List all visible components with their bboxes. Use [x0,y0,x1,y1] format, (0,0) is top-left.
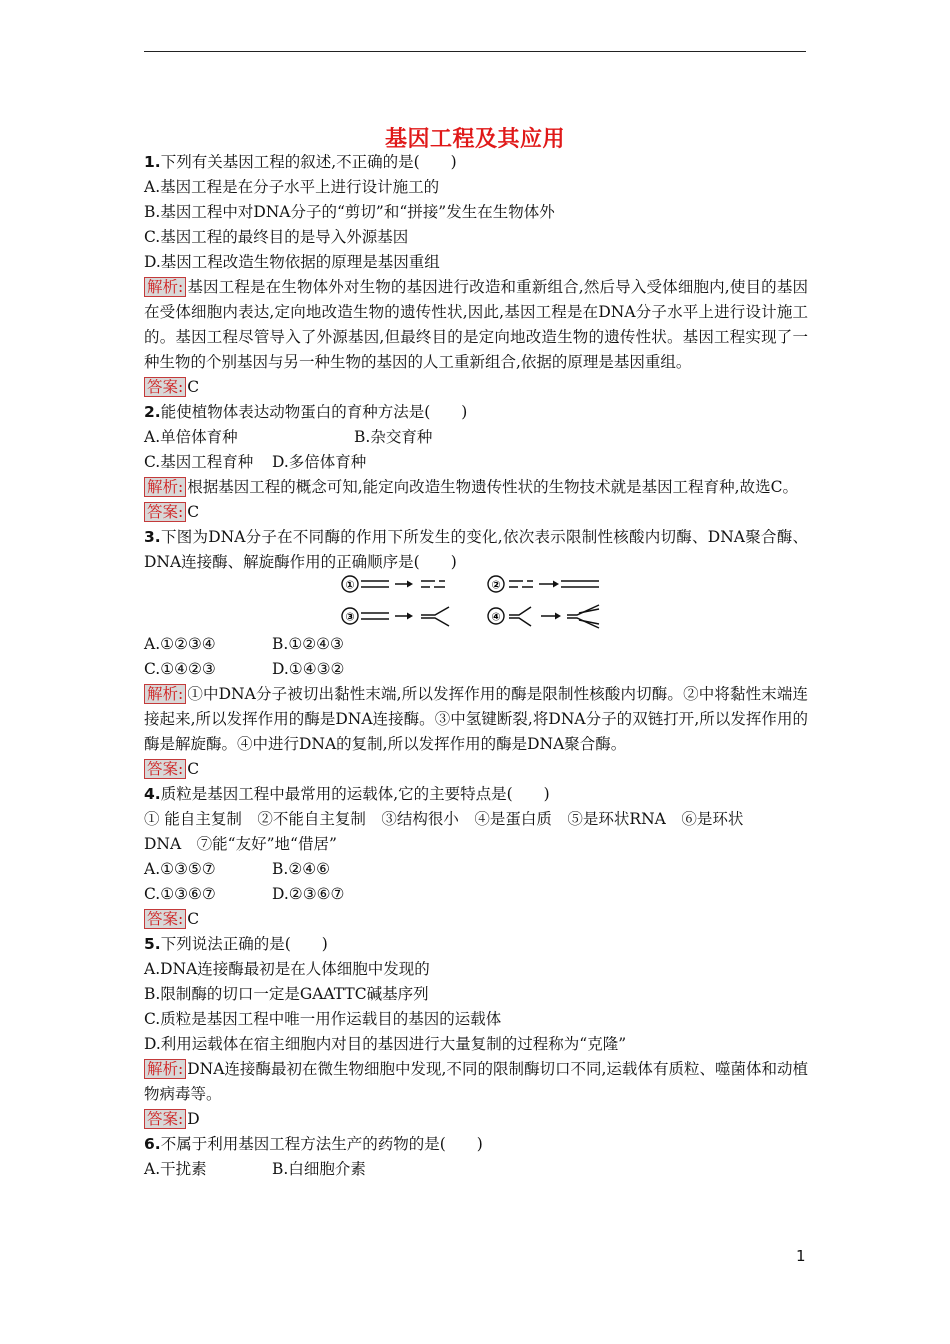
question-list [144,150,808,1182]
option-a: A.①③⑤⑦ [144,860,216,878]
question-number: 5. [144,935,161,953]
option-b: B.基因工程中对DNA分子的“剪切”和“拼接”发生在生物体外 [144,203,555,221]
figure-panel-1 [341,572,461,604]
answer [144,1107,808,1132]
question-stem: 下图为DNA分子在不同酶的作用下所发生的变化,依次表示限制性核酸内切酶、DNA聚合酶、DNA连接酶、解旋酶作用的正确顺序是( ) [144,528,808,571]
statement-list-line-2: DNA ⑦能“友好”地“借居” [144,835,337,853]
dna-enzyme-figure [144,575,808,632]
answer [144,757,808,782]
question-2 [144,400,808,525]
analysis-text: 基因工程是在生物体外对生物的基因进行改造和重新组合,然后导入受体细胞内,使目的基因在受体细胞内表达,定向地改造生物的遗传性状,因此,基因工程是在DNA分子水平上进行设计施工的。基因工程尽管导入了外源基因,但最终目的是定向地改造生物的遗传性状。基因工程实现了一种生物的个别基因与另一种生物的基因的人工重新组合,依据的原理是基因重组。 [144,278,808,371]
answer-value: C [187,378,200,396]
analysis-text: ①中DNA分子被切出黏性末端,所以发挥作用的酶是限制性核酸内切酶。②中将黏性末端连接起来,所以发挥作用的酶是DNA连接酶。③中氢键断裂,将DNA分子的双链打开,所以发挥作用的酶是解旋酶。④中进行DNA的复制,所以发挥作用的酶是DNA聚合酶。 [144,685,808,753]
figure-label-1: ① [345,578,355,592]
figure-panel-4 [487,603,617,637]
figure-panel-2 [487,572,607,604]
question-4 [144,782,808,932]
dna-replication-diagram [487,603,617,629]
option-a: A.干扰素 [144,1160,207,1178]
answer [144,500,808,525]
figure-label-3: ③ [345,610,355,624]
option-b: B.杂交育种 [354,428,433,446]
dna-unwinding-diagram [341,603,461,629]
analysis [144,275,808,375]
question-1 [144,150,808,400]
figure-panel-3 [341,603,461,637]
analysis-label: 解析: [144,1059,186,1079]
option-c: C.质粒是基因工程中唯一用作运载目的基因的运载体 [144,1010,502,1028]
dna-cut-sticky-ends-diagram [341,572,461,596]
analysis [144,475,808,500]
statement-list-line-1: ① 能自主复制 ②不能自主复制 ③结构很小 ④是蛋白质 ⑤是环状RNA ⑥是环状 [144,810,744,828]
page-number: 1 [796,1247,806,1265]
option-b: B.白细胞介素 [272,1160,366,1178]
answer [144,375,808,400]
question-number: 3. [144,528,161,546]
option-c: C.基因工程的最终目的是导入外源基因 [144,228,409,246]
analysis-text: 根据基因工程的概念可知,能定向改造生物遗传性状的生物技术就是基因工程育种,故选C。 [187,478,798,496]
question-number: 2. [144,403,161,421]
question-5 [144,932,808,1132]
answer [144,907,808,932]
answer-label: 答案: [144,377,186,397]
question-number: 1. [144,153,161,171]
dna-ligation-diagram [487,572,607,596]
answer-label: 答案: [144,1109,186,1129]
option-a: A.单倍体育种 [144,428,238,446]
option-a: A.①②③④ [144,635,216,653]
question-stem: 下列说法正确的是( ) [160,935,328,953]
figure-label-4: ④ [491,610,501,624]
option-d: D.多倍体育种 [272,453,367,471]
question-3 [144,525,808,782]
option-d: D.基因工程改造生物依据的原理是基因重组 [144,253,440,271]
analysis-label: 解析: [144,684,186,704]
answer-value: D [187,1110,200,1128]
answer-label: 答案: [144,502,186,522]
question-6 [144,1132,808,1182]
question-stem: 能使植物体表达动物蛋白的育种方法是( ) [160,403,468,421]
option-c: C.基因工程育种 [144,453,254,471]
question-stem: 不属于利用基因工程方法生产的药物的是( ) [160,1135,483,1153]
header-rule [144,51,806,52]
option-a: A.基因工程是在分子水平上进行设计施工的 [144,178,440,196]
option-c: C.①④②③ [144,660,216,678]
figure-label-2: ② [491,578,501,592]
option-c: C.①③⑥⑦ [144,885,216,903]
analysis-text: DNA连接酶最初在微生物细胞中发现,不同的限制酶切口不同,运载体有质粒、噬菌体和动植物病毒等。 [144,1060,808,1103]
answer-value: C [187,910,200,928]
answer-value: C [187,760,200,778]
option-d: D.①④③② [272,660,345,678]
answer-label: 答案: [144,909,186,929]
option-b: B.限制酶的切口一定是GAATTC碱基序列 [144,985,429,1003]
question-number: 4. [144,785,161,803]
option-b: B.②④⑥ [272,860,331,878]
option-b: B.①②④③ [272,635,344,653]
analysis-label: 解析: [144,477,186,497]
option-d: D.利用运载体在宿主细胞内对目的基因进行大量复制的过程称为“克隆” [144,1035,627,1053]
analysis [144,682,808,757]
page-title: 基因工程及其应用 [384,126,565,152]
question-number: 6. [144,1135,161,1153]
analysis [144,1057,808,1107]
analysis-label: 解析: [144,277,186,297]
answer-value: C [187,503,200,521]
option-a: A.DNA连接酶最初是在人体细胞中发现的 [144,960,430,978]
option-d: D.②③⑥⑦ [272,885,345,903]
answer-label: 答案: [144,759,186,779]
question-stem: 质粒是基因工程中最常用的运载体,它的主要特点是( ) [160,785,550,803]
question-stem: 下列有关基因工程的叙述,不正确的是( ) [160,153,457,171]
